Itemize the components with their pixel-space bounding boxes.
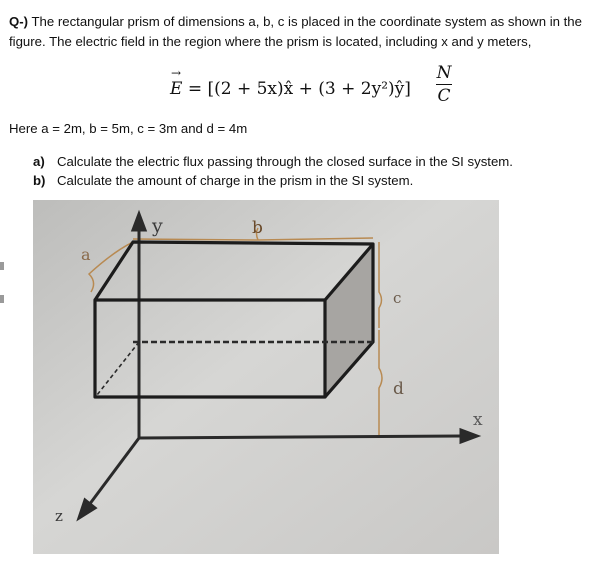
equation-main [170,66,411,99]
question-prefix: Q-) [9,14,29,29]
vector-arrow-icon: → [171,66,182,80]
e-vector [170,66,183,99]
unit-denominator: C [437,86,451,106]
part-a-text: Calculate the electric flux passing through the closed surface in the SI system. [57,154,513,169]
label-x: x [473,410,483,430]
equation-lhs: E [170,79,183,99]
unit-fraction [435,62,453,107]
part-a-label: a) [33,154,45,169]
part-b [33,171,513,190]
prism-figure [33,200,499,554]
unit-numerator: N [436,63,452,83]
given-values: Here a = 2m, b = 5m, c = 3m and d = 4m [9,121,248,136]
label-y: y [152,215,163,237]
part-b-label: b) [33,173,46,188]
edge-mark-upper [0,262,4,270]
equation-rhs: = [(2 + 5x)x̂ + (3 + 2y²)ŷ] [182,79,411,99]
question-text [9,12,593,52]
label-z: z [55,507,63,525]
edge-mark-lower [0,295,4,303]
label-b: b [252,218,263,238]
label-d: d [393,379,404,399]
prism-diagram [33,200,499,554]
label-a: a [81,245,91,264]
question-body: The rectangular prism of dimensions a, b, c is placed in the coordinate system as shown in the figure. The electric field in the region where the prism is located, including x and y meters, [9,14,582,49]
part-a [33,152,513,171]
part-b-text: Calculate the amount of charge in the prism in the SI system. [57,173,414,188]
figure-background [33,200,499,554]
x-axis-line [139,436,461,438]
electric-field-equation [170,62,470,116]
label-c: c [393,289,402,307]
question-parts [33,152,513,190]
